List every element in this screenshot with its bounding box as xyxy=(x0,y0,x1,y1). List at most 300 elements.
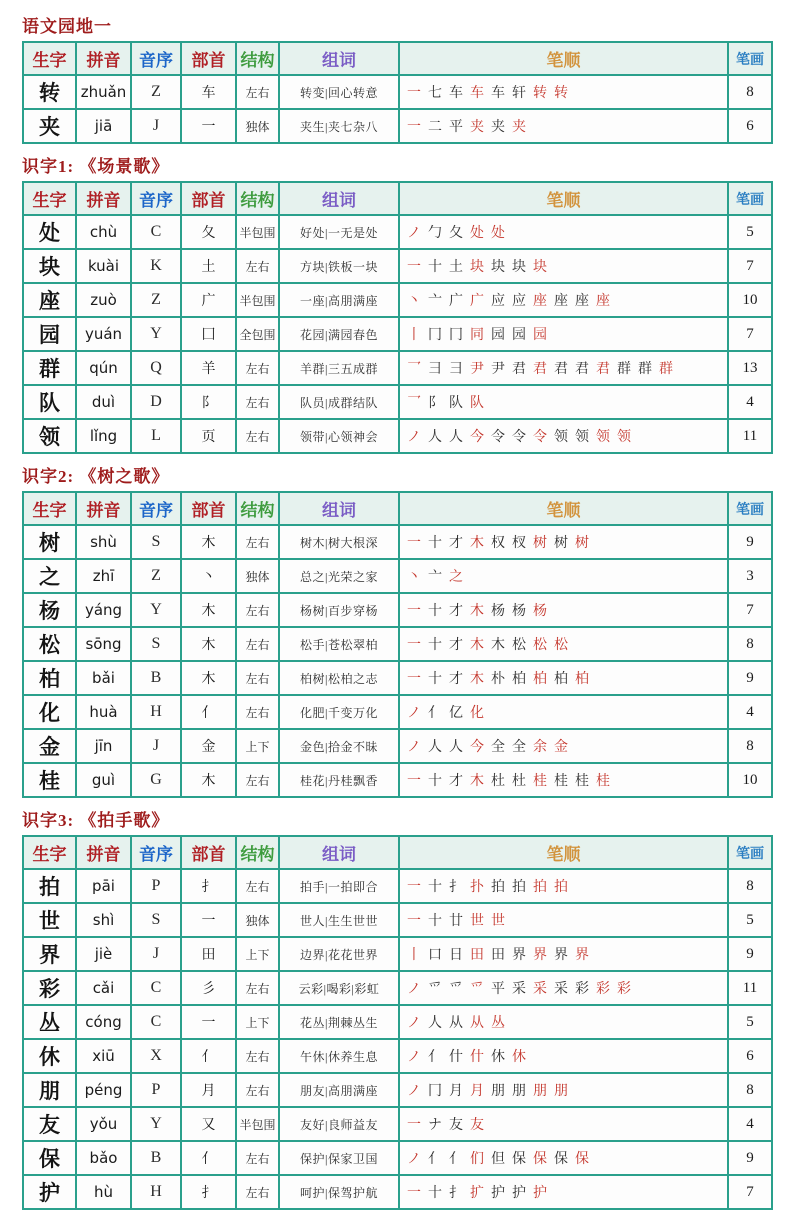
stroke-step: 桂 xyxy=(533,774,547,789)
pinyin-cell: zhuǎn xyxy=(76,75,131,109)
structure-cell: 独体 xyxy=(236,559,279,593)
stroke-step: ナ xyxy=(428,1118,442,1133)
stroke-step: 十 xyxy=(428,1186,442,1201)
stroke-step: 一 xyxy=(407,914,421,929)
table-row xyxy=(23,215,772,249)
radical-cell: 扌 xyxy=(181,869,236,903)
character-cell: 柏 xyxy=(23,661,76,695)
stroke-step: ノ xyxy=(407,430,421,445)
initial-letter-cell: Z xyxy=(131,559,181,593)
structure-cell: 左右 xyxy=(236,661,279,695)
radical-cell: 金 xyxy=(181,729,236,763)
character-cell: 金 xyxy=(23,729,76,763)
initial-letter-cell: B xyxy=(131,661,181,695)
column-header-initial: 音序 xyxy=(131,42,181,75)
stroke-step: 座 xyxy=(575,294,589,309)
table-row xyxy=(23,729,772,763)
stroke-count-cell: 5 xyxy=(728,1005,772,1039)
stroke-step: 保 xyxy=(512,1152,526,1167)
pinyin-cell: yuán xyxy=(76,317,131,351)
initial-letter-cell: C xyxy=(131,971,181,1005)
stroke-step: 界 xyxy=(575,948,589,963)
stroke-step: 金 xyxy=(554,740,568,755)
initial-letter-cell: J xyxy=(131,109,181,143)
stroke-step: 领 xyxy=(596,430,610,445)
stroke-step: ノ xyxy=(407,1084,421,1099)
stroke-step: 广 xyxy=(449,294,463,309)
stroke-step: 采 xyxy=(512,982,526,997)
radical-cell: 一 xyxy=(181,109,236,143)
stroke-step: 冂 xyxy=(449,328,463,343)
character-cell: 转 xyxy=(23,75,76,109)
stroke-order-cell xyxy=(399,661,728,695)
initial-letter-cell: Y xyxy=(131,1107,181,1141)
word-group-cell: 柏树|松柏之志 xyxy=(279,661,399,695)
stroke-step: 化 xyxy=(470,706,484,721)
stroke-step: 扑 xyxy=(470,880,484,895)
table-row xyxy=(23,525,772,559)
word-group-cell: 桂花|丹桂飘香 xyxy=(279,763,399,797)
stroke-step: 亻 xyxy=(449,1152,463,1167)
stroke-step: 界 xyxy=(512,948,526,963)
column-header-pinyin: 拼音 xyxy=(76,42,131,75)
structure-cell: 独体 xyxy=(236,903,279,937)
stroke-step: 杨 xyxy=(512,604,526,619)
stroke-count-cell: 7 xyxy=(728,1175,772,1209)
stroke-step: 树 xyxy=(533,536,547,551)
column-header-strokes: 笔顺 xyxy=(399,182,728,215)
initial-letter-cell: J xyxy=(131,729,181,763)
structure-cell: 左右 xyxy=(236,1175,279,1209)
table-row xyxy=(23,1107,772,1141)
radical-cell: 木 xyxy=(181,525,236,559)
stroke-step: 队 xyxy=(470,396,484,411)
stroke-step: 君 xyxy=(554,362,568,377)
pinyin-cell: shì xyxy=(76,903,131,937)
column-header-initial: 音序 xyxy=(131,492,181,525)
stroke-step: ノ xyxy=(407,1050,421,1065)
stroke-step: 群 xyxy=(617,362,631,377)
character-cell: 护 xyxy=(23,1175,76,1209)
character-cell: 群 xyxy=(23,351,76,385)
word-group-cell: 世人|生生世世 xyxy=(279,903,399,937)
stroke-step: 处 xyxy=(470,226,484,241)
table-row xyxy=(23,283,772,317)
stroke-count-cell: 4 xyxy=(728,1107,772,1141)
stroke-step: 木 xyxy=(470,604,484,619)
table-row xyxy=(23,559,772,593)
word-group-cell: 总之|光荣之家 xyxy=(279,559,399,593)
initial-letter-cell: Q xyxy=(131,351,181,385)
stroke-order-cell xyxy=(399,419,728,453)
stroke-step: 转 xyxy=(533,86,547,101)
stroke-step: 亿 xyxy=(449,706,463,721)
initial-letter-cell: K xyxy=(131,249,181,283)
pinyin-cell: pāi xyxy=(76,869,131,903)
stroke-step: 车 xyxy=(491,86,505,101)
pinyin-cell: bǎi xyxy=(76,661,131,695)
character-table xyxy=(22,491,773,798)
stroke-step: 乛 xyxy=(407,396,421,411)
content xyxy=(22,12,771,1210)
table-row xyxy=(23,763,772,797)
word-group-cell: 树木|树大根深 xyxy=(279,525,399,559)
stroke-count-cell: 9 xyxy=(728,525,772,559)
stroke-step: 应 xyxy=(512,294,526,309)
stroke-step: 七 xyxy=(428,86,442,101)
character-cell: 桂 xyxy=(23,763,76,797)
stroke-step: 杜 xyxy=(491,774,505,789)
stroke-step: ノ xyxy=(407,226,421,241)
structure-cell: 半包围 xyxy=(236,215,279,249)
stroke-count-cell: 9 xyxy=(728,661,772,695)
initial-letter-cell: S xyxy=(131,525,181,559)
stroke-step: 才 xyxy=(449,672,463,687)
structure-cell: 全包围 xyxy=(236,317,279,351)
stroke-step: 园 xyxy=(491,328,505,343)
word-group-cell: 方块|铁板一块 xyxy=(279,249,399,283)
stroke-step: 桂 xyxy=(596,774,610,789)
stroke-order-cell xyxy=(399,75,728,109)
character-cell: 休 xyxy=(23,1039,76,1073)
stroke-step: 全 xyxy=(491,740,505,755)
stroke-count-cell: 7 xyxy=(728,317,772,351)
stroke-step: 杨 xyxy=(533,604,547,619)
stroke-step: 乛 xyxy=(407,362,421,377)
column-header-strokes: 笔顺 xyxy=(399,492,728,525)
stroke-step: 护 xyxy=(533,1186,547,1201)
pinyin-cell: lǐng xyxy=(76,419,131,453)
stroke-step: 采 xyxy=(554,982,568,997)
pinyin-cell: shù xyxy=(76,525,131,559)
table-row xyxy=(23,75,772,109)
stroke-step: 二 xyxy=(428,120,442,135)
stroke-step: 廿 xyxy=(449,914,463,929)
stroke-step: 令 xyxy=(512,430,526,445)
structure-cell: 半包围 xyxy=(236,1107,279,1141)
stroke-step: 冂 xyxy=(428,328,442,343)
stroke-step: 什 xyxy=(470,1050,484,1065)
stroke-step: 亻 xyxy=(428,1050,442,1065)
pinyin-cell: cǎi xyxy=(76,971,131,1005)
structure-cell: 左右 xyxy=(236,419,279,453)
radical-cell: 一 xyxy=(181,1005,236,1039)
stroke-step: 柏 xyxy=(512,672,526,687)
stroke-step: 朋 xyxy=(533,1084,547,1099)
stroke-step: 扌 xyxy=(449,880,463,895)
stroke-step: 十 xyxy=(428,880,442,895)
section-title: 识字2: 《树之歌》 xyxy=(22,467,170,486)
character-cell: 朋 xyxy=(23,1073,76,1107)
character-table xyxy=(22,41,773,144)
word-group-cell: 花园|满园春色 xyxy=(279,317,399,351)
column-header-count: 笔画 xyxy=(728,182,772,215)
stroke-step: 爫 xyxy=(449,982,463,997)
stroke-step: 块 xyxy=(533,260,547,275)
stroke-step: 一 xyxy=(407,774,421,789)
structure-cell: 上下 xyxy=(236,937,279,971)
stroke-step: 日 xyxy=(449,948,463,963)
stroke-order-cell xyxy=(399,1141,728,1175)
stroke-step: 人 xyxy=(428,740,442,755)
word-group-cell: 花丛|荆棘丛生 xyxy=(279,1005,399,1039)
stroke-step: 亠 xyxy=(428,570,442,585)
stroke-step: 彐 xyxy=(449,362,463,377)
stroke-order-cell xyxy=(399,971,728,1005)
column-header-radical: 部首 xyxy=(181,182,236,215)
stroke-count-cell: 3 xyxy=(728,559,772,593)
stroke-count-cell: 5 xyxy=(728,215,772,249)
stroke-step: 令 xyxy=(533,430,547,445)
table-row xyxy=(23,627,772,661)
character-table xyxy=(22,181,773,454)
pinyin-cell: cóng xyxy=(76,1005,131,1039)
stroke-order-cell xyxy=(399,559,728,593)
character-cell: 界 xyxy=(23,937,76,971)
radical-cell: 木 xyxy=(181,763,236,797)
stroke-step: 柏 xyxy=(575,672,589,687)
table-row xyxy=(23,903,772,937)
stroke-count-cell: 9 xyxy=(728,937,772,971)
stroke-step: 界 xyxy=(533,948,547,963)
stroke-step: 一 xyxy=(407,880,421,895)
stroke-step: 保 xyxy=(533,1152,547,1167)
structure-cell: 左右 xyxy=(236,593,279,627)
column-header-strokes: 笔顺 xyxy=(399,836,728,869)
column-header-words: 组词 xyxy=(279,836,399,869)
word-group-cell: 羊群|三五成群 xyxy=(279,351,399,385)
stroke-step: 人 xyxy=(428,430,442,445)
stroke-step: 休 xyxy=(491,1050,505,1065)
stroke-step: 扩 xyxy=(470,1186,484,1201)
stroke-step: 夹 xyxy=(491,120,505,135)
structure-cell: 左右 xyxy=(236,525,279,559)
stroke-step: 园 xyxy=(512,328,526,343)
column-header-pinyin: 拼音 xyxy=(76,492,131,525)
character-cell: 保 xyxy=(23,1141,76,1175)
initial-letter-cell: P xyxy=(131,1073,181,1107)
column-header-radical: 部首 xyxy=(181,492,236,525)
stroke-step: 树 xyxy=(554,536,568,551)
stroke-step: 车 xyxy=(470,86,484,101)
stroke-step: 松 xyxy=(554,638,568,653)
stroke-step: 田 xyxy=(491,948,505,963)
radical-cell: 木 xyxy=(181,661,236,695)
stroke-step: 转 xyxy=(554,86,568,101)
table-row xyxy=(23,385,772,419)
column-header-count: 笔画 xyxy=(728,42,772,75)
character-cell: 松 xyxy=(23,627,76,661)
stroke-step: 今 xyxy=(470,430,484,445)
character-cell: 队 xyxy=(23,385,76,419)
column-header-structure: 结构 xyxy=(236,836,279,869)
stroke-step: 一 xyxy=(407,260,421,275)
stroke-order-cell xyxy=(399,351,728,385)
pinyin-cell: bǎo xyxy=(76,1141,131,1175)
stroke-count-cell: 8 xyxy=(728,729,772,763)
stroke-step: 领 xyxy=(617,430,631,445)
stroke-order-cell xyxy=(399,1107,728,1141)
pinyin-cell: chù xyxy=(76,215,131,249)
stroke-order-cell xyxy=(399,763,728,797)
structure-cell: 左右 xyxy=(236,75,279,109)
table-row xyxy=(23,695,772,729)
stroke-order-cell xyxy=(399,525,728,559)
stroke-step: ノ xyxy=(407,1016,421,1031)
stroke-step: 君 xyxy=(575,362,589,377)
column-header-count: 笔画 xyxy=(728,492,772,525)
radical-cell: 丶 xyxy=(181,559,236,593)
stroke-step: 拍 xyxy=(533,880,547,895)
stroke-step: 朴 xyxy=(491,672,505,687)
radical-cell: 囗 xyxy=(181,317,236,351)
stroke-step: 柏 xyxy=(554,672,568,687)
radical-cell: 夂 xyxy=(181,215,236,249)
stroke-step: 木 xyxy=(491,638,505,653)
stroke-count-cell: 11 xyxy=(728,971,772,1005)
stroke-step: 木 xyxy=(470,774,484,789)
stroke-step: 阝 xyxy=(428,396,442,411)
stroke-step: 彩 xyxy=(596,982,610,997)
stroke-step: 杈 xyxy=(512,536,526,551)
stroke-step: 世 xyxy=(470,914,484,929)
stroke-step: 座 xyxy=(596,294,610,309)
stroke-step: 拍 xyxy=(512,880,526,895)
stroke-step: 十 xyxy=(428,638,442,653)
character-cell: 拍 xyxy=(23,869,76,903)
structure-cell: 上下 xyxy=(236,729,279,763)
stroke-step: 护 xyxy=(512,1186,526,1201)
structure-cell: 半包围 xyxy=(236,283,279,317)
stroke-count-cell: 11 xyxy=(728,419,772,453)
stroke-count-cell: 6 xyxy=(728,1039,772,1073)
table-row xyxy=(23,971,772,1005)
stroke-step: 君 xyxy=(512,362,526,377)
column-header-words: 组词 xyxy=(279,182,399,215)
stroke-step: 友 xyxy=(470,1118,484,1133)
radical-cell: 木 xyxy=(181,593,236,627)
stroke-order-cell xyxy=(399,283,728,317)
stroke-step: 领 xyxy=(575,430,589,445)
character-cell: 丛 xyxy=(23,1005,76,1039)
stroke-step: 柏 xyxy=(533,672,547,687)
stroke-order-cell xyxy=(399,1073,728,1107)
stroke-step: 才 xyxy=(449,774,463,789)
stroke-step: 们 xyxy=(470,1152,484,1167)
stroke-step: 亻 xyxy=(428,1152,442,1167)
initial-letter-cell: L xyxy=(131,419,181,453)
column-header-char: 生字 xyxy=(23,492,76,525)
stroke-order-cell xyxy=(399,869,728,903)
stroke-step: 广 xyxy=(470,294,484,309)
stroke-order-cell xyxy=(399,1039,728,1073)
stroke-step: 爫 xyxy=(470,982,484,997)
initial-letter-cell: D xyxy=(131,385,181,419)
structure-cell: 左右 xyxy=(236,385,279,419)
stroke-step: 座 xyxy=(533,294,547,309)
initial-letter-cell: S xyxy=(131,903,181,937)
initial-letter-cell: G xyxy=(131,763,181,797)
word-group-cell: 队员|成群结队 xyxy=(279,385,399,419)
column-header-char: 生字 xyxy=(23,836,76,869)
initial-letter-cell: P xyxy=(131,869,181,903)
table-row xyxy=(23,869,772,903)
word-group-cell: 午休|休养生息 xyxy=(279,1039,399,1073)
initial-letter-cell: Z xyxy=(131,75,181,109)
radical-cell: 木 xyxy=(181,627,236,661)
stroke-step: 十 xyxy=(428,260,442,275)
structure-cell: 左右 xyxy=(236,695,279,729)
stroke-step: 朋 xyxy=(491,1084,505,1099)
character-cell: 树 xyxy=(23,525,76,559)
word-group-cell: 一座|高朋满座 xyxy=(279,283,399,317)
stroke-step: 余 xyxy=(533,740,547,755)
radical-cell: 土 xyxy=(181,249,236,283)
stroke-step: 夹 xyxy=(470,120,484,135)
character-cell: 世 xyxy=(23,903,76,937)
table-row xyxy=(23,1141,772,1175)
word-group-cell: 边界|花花世界 xyxy=(279,937,399,971)
pinyin-cell: yǒu xyxy=(76,1107,131,1141)
stroke-order-cell xyxy=(399,695,728,729)
stroke-order-cell xyxy=(399,1175,728,1209)
initial-letter-cell: Z xyxy=(131,283,181,317)
stroke-step: 冂 xyxy=(428,1084,442,1099)
stroke-step: 平 xyxy=(491,982,505,997)
stroke-step: 权 xyxy=(491,536,505,551)
word-group-cell: 松手|苍松翠柏 xyxy=(279,627,399,661)
stroke-step: 处 xyxy=(491,226,505,241)
pinyin-cell: hù xyxy=(76,1175,131,1209)
stroke-count-cell: 8 xyxy=(728,627,772,661)
pinyin-cell: yáng xyxy=(76,593,131,627)
stroke-step: 群 xyxy=(659,362,673,377)
stroke-step: 树 xyxy=(575,536,589,551)
word-group-cell: 杨树|百步穿杨 xyxy=(279,593,399,627)
stroke-order-cell xyxy=(399,249,728,283)
stroke-step: 彩 xyxy=(617,982,631,997)
initial-letter-cell: Y xyxy=(131,593,181,627)
stroke-count-cell: 10 xyxy=(728,283,772,317)
character-cell: 领 xyxy=(23,419,76,453)
column-header-initial: 音序 xyxy=(131,182,181,215)
stroke-count-cell: 7 xyxy=(728,593,772,627)
structure-cell: 左右 xyxy=(236,627,279,661)
stroke-count-cell: 4 xyxy=(728,695,772,729)
stroke-step: 杜 xyxy=(512,774,526,789)
character-cell: 夹 xyxy=(23,109,76,143)
character-cell: 彩 xyxy=(23,971,76,1005)
stroke-step: 队 xyxy=(449,396,463,411)
stroke-step: 友 xyxy=(449,1118,463,1133)
structure-cell: 左右 xyxy=(236,1141,279,1175)
stroke-step: 人 xyxy=(449,430,463,445)
column-header-structure: 结构 xyxy=(236,182,279,215)
pinyin-cell: qún xyxy=(76,351,131,385)
stroke-step: 块 xyxy=(491,260,505,275)
stroke-step: 人 xyxy=(428,1016,442,1031)
column-header-words: 组词 xyxy=(279,42,399,75)
stroke-step: ノ xyxy=(407,706,421,721)
stroke-count-cell: 7 xyxy=(728,249,772,283)
section-title: 识字1: 《场景歌》 xyxy=(22,157,170,176)
stroke-step: 亠 xyxy=(428,294,442,309)
column-header-structure: 结构 xyxy=(236,492,279,525)
stroke-step: 一 xyxy=(407,604,421,619)
initial-letter-cell: Y xyxy=(131,317,181,351)
stroke-order-cell xyxy=(399,627,728,661)
stroke-step: 领 xyxy=(554,430,568,445)
